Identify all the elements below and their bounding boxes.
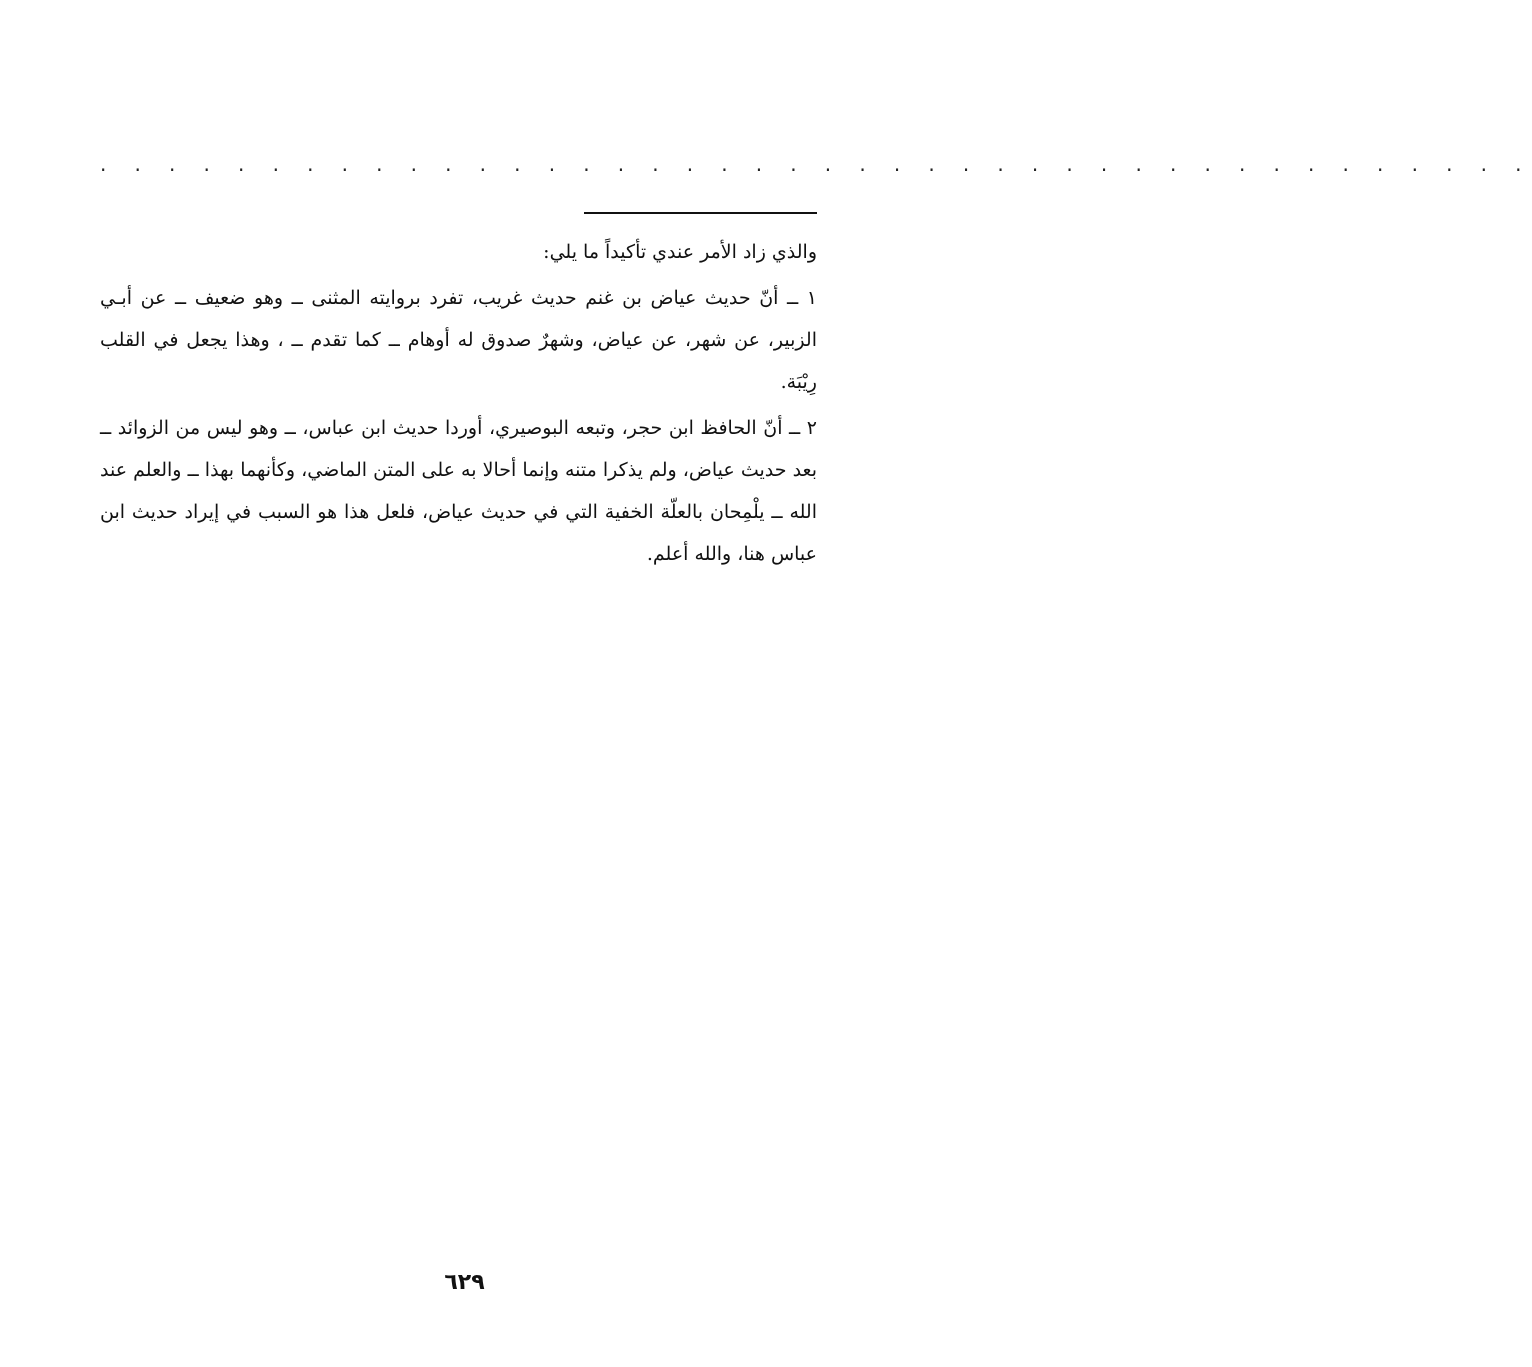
page-number: ٦٢٩	[444, 1270, 485, 1295]
footnote-point-1: ١ ــ أنّ حديث عياض بن غنم حديث غريب، تفرد بروايته المثنى ــ وهو ضعيف ــ عن أبـي الزبير، عن شهر، عن عياض، وشهرٌ صدوق له أوهام ــ كما تقدم ــ ، وهذا يجعل في القلب رِيْبَة.	[100, 287, 817, 393]
footnote-point-2: ٢ ــ أنّ الحافظ ابن حجر، وتبعه البوصيري، أوردا حديث ابن عباس، ــ وهو ليس من الزوائد ــ بعد حديث عياض، ولم يذكرا متنه وإنما أحالا به على المتن الماضي، وكأنهما بهذا ــ والعلم عند الله ــ يلْمِحان بالعلّة الخفية التي في حديث عياض، فلعل هذا هو السبب في إيراد حديث ابن عباس هنا، والله أعلم.	[100, 417, 817, 565]
footnote-intro: والذي زاد الأمر عندي تأكيداً ما يلي:	[543, 241, 817, 263]
footnote-text	[100, 231, 817, 579]
dotted-separator: . . . . . . . . . . . . . . . . . . . . . . . . . . . . . . . . . . . . . . . . . .	[100, 152, 1532, 176]
footnote-rule	[584, 212, 817, 214]
